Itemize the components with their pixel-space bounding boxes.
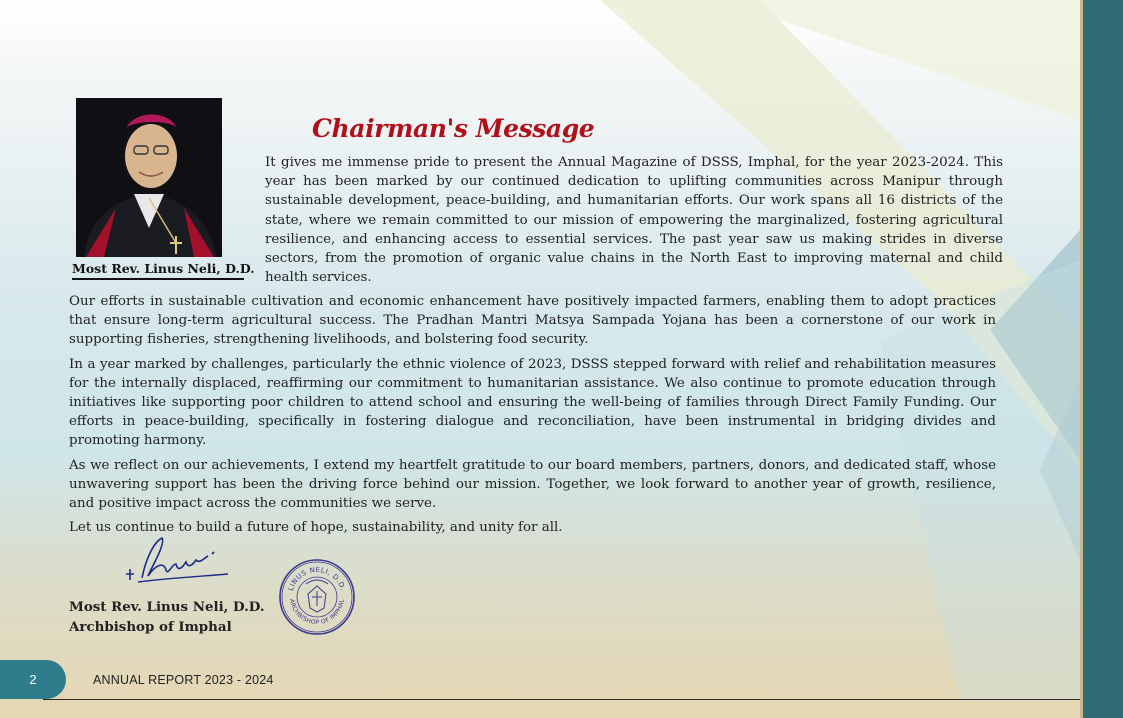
message-paragraph-3: In a year marked by challenges, particularly the ethnic violence of 2023, DSSS stepped forward with relief and rehabilitation measures for the internally displaced, reaffirming our commitment to humanitarian assistance. We also continue to promote education through initiatives like supporting poor children to attend school and ensuring the well-being of families through Direct Family Funding. Our efforts in peace-building, specifically in fostering dialogue and reconciliation, have been instrumental in bridging divides and promoting harmony.: [69, 356, 996, 449]
message-paragraph-1: It gives me immense pride to present the Annual Magazine of DSSS, Imphal, for the year 2023-2024. This year has been marked by our continued dedication to uplifting communities across Manipur through sustainable development, peace-building, and humanitarian efforts. Our work spans all 16 districts of the state, where we remain committed to our mission of empowering the marginalized, fostering agricultural resilience, and enhancing access to essential services. The past year saw us making strides in diverse sectors, from the promotion of organic value chains in the North East to improving maternal and child health services.: [265, 155, 1003, 286]
chairman-photo: [76, 98, 222, 257]
footer-report-title: ANNUAL REPORT 2023 - 2024: [93, 673, 274, 687]
message-paragraph-5: Let us continue to build a future of hope, sustainability, and unity for all.: [69, 520, 563, 536]
signatory-name: Most Rev. Linus Neli, D.D.: [69, 599, 265, 615]
footer-divider: [43, 699, 1080, 700]
message-paragraph-2: Our efforts in sustainable cultivation and economic enhancement have positively impacted farmers, enabling them to adopt practices that ensure long-term agricultural success. The Pradhan Mantri Matsya Sampada Yojana has been a cornerstone of our work in supporting fisheries, strengthening livelihoods, and bolstering food security.: [69, 294, 996, 348]
message-body: [69, 292, 996, 542]
page-number-badge: 2: [0, 660, 66, 699]
photo-caption: Most Rev. Linus Neli, D.D.: [72, 261, 244, 280]
signatory-block: [69, 597, 265, 637]
right-accent-bar: [1080, 0, 1123, 718]
signatory-role: Archbishop of Imphal: [69, 619, 232, 635]
archbishop-seal-icon: [278, 558, 356, 636]
signature-icon: [120, 534, 240, 588]
seal-text-bottom: ARCHBISHOP OF IMPHAL: [288, 598, 346, 627]
svg-text:LINUS NELI, D.D.: [287, 566, 347, 592]
message-paragraph-4: As we reflect on our achievements, I extend my heartfelt gratitude to our board members, partners, donors, and dedicated staff, whose unwavering support has been the driving force behind our mission. Together, we look forward to another year of growth, resilience, and positive impact across the communities we serve.: [69, 457, 996, 512]
seal-text-top: LINUS NELI, D.D.: [286, 565, 348, 592]
message-title: Chairman's Message: [312, 114, 595, 143]
